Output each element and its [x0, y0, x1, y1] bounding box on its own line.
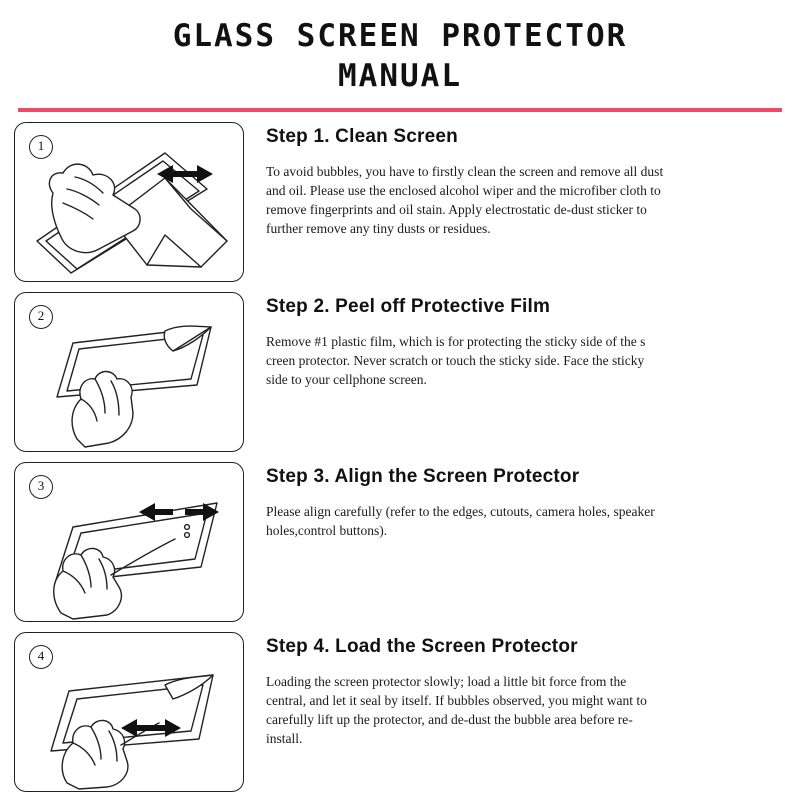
step-4-badge: 4 [29, 645, 53, 669]
step-2-figure [14, 292, 244, 452]
step-2 [0, 292, 800, 452]
step-4 [0, 632, 800, 792]
step-3-body: Please align carefully (refer to the edges, cutouts, camera holes, speaker holes,control buttons). [266, 504, 655, 538]
header-divider [18, 108, 782, 112]
step-1-text [244, 122, 786, 238]
step-3-text [244, 462, 786, 540]
step-2-badge: 2 [29, 305, 53, 329]
step-2-text [244, 292, 786, 389]
step-1-badge: 1 [29, 135, 53, 159]
step-1 [0, 122, 800, 282]
steps-list [0, 122, 800, 792]
step-4-figure [14, 632, 244, 792]
step-3-badge: 3 [29, 475, 53, 499]
step-1-figure [14, 122, 244, 282]
step-4-text [244, 632, 786, 748]
step-2-heading: Step 2. Peel off Protective Film [266, 296, 551, 317]
page-title-line-1: GLASS SCREEN PROTECTOR [172, 18, 628, 54]
step-4-body: Loading the screen protector slowly; load a little bit force from the central, and let it seal by itself. If bubbles observed, you might want to carefully lift up the protector, and de-dust the bubble area before re-install. [266, 674, 647, 746]
step-2-body: Remove #1 plastic film, which is for protecting the sticky side of the s creen protector. Never scratch or touch the sticky side. Face the sticky side to your cellphone screen. [266, 334, 646, 387]
step-3 [0, 462, 800, 622]
step-3-figure [14, 462, 244, 622]
step-3-heading: Step 3. Align the Screen Protector [266, 466, 580, 487]
step-1-body: To avoid bubbles, you have to firstly clean the screen and remove all dust and oil. Please use the enclosed alcohol wiper and the microfiber cloth to remove fingerprints and oil stain. Apply electrostatic de-dust sticker to further remove any tiny dusts or residues. [266, 164, 664, 236]
step-4-heading: Step 4. Load the Screen Protector [266, 636, 578, 657]
page-title-line-2: MANUAL [338, 58, 462, 94]
document-header [0, 0, 800, 112]
step-1-heading: Step 1. Clean Screen [266, 126, 458, 147]
